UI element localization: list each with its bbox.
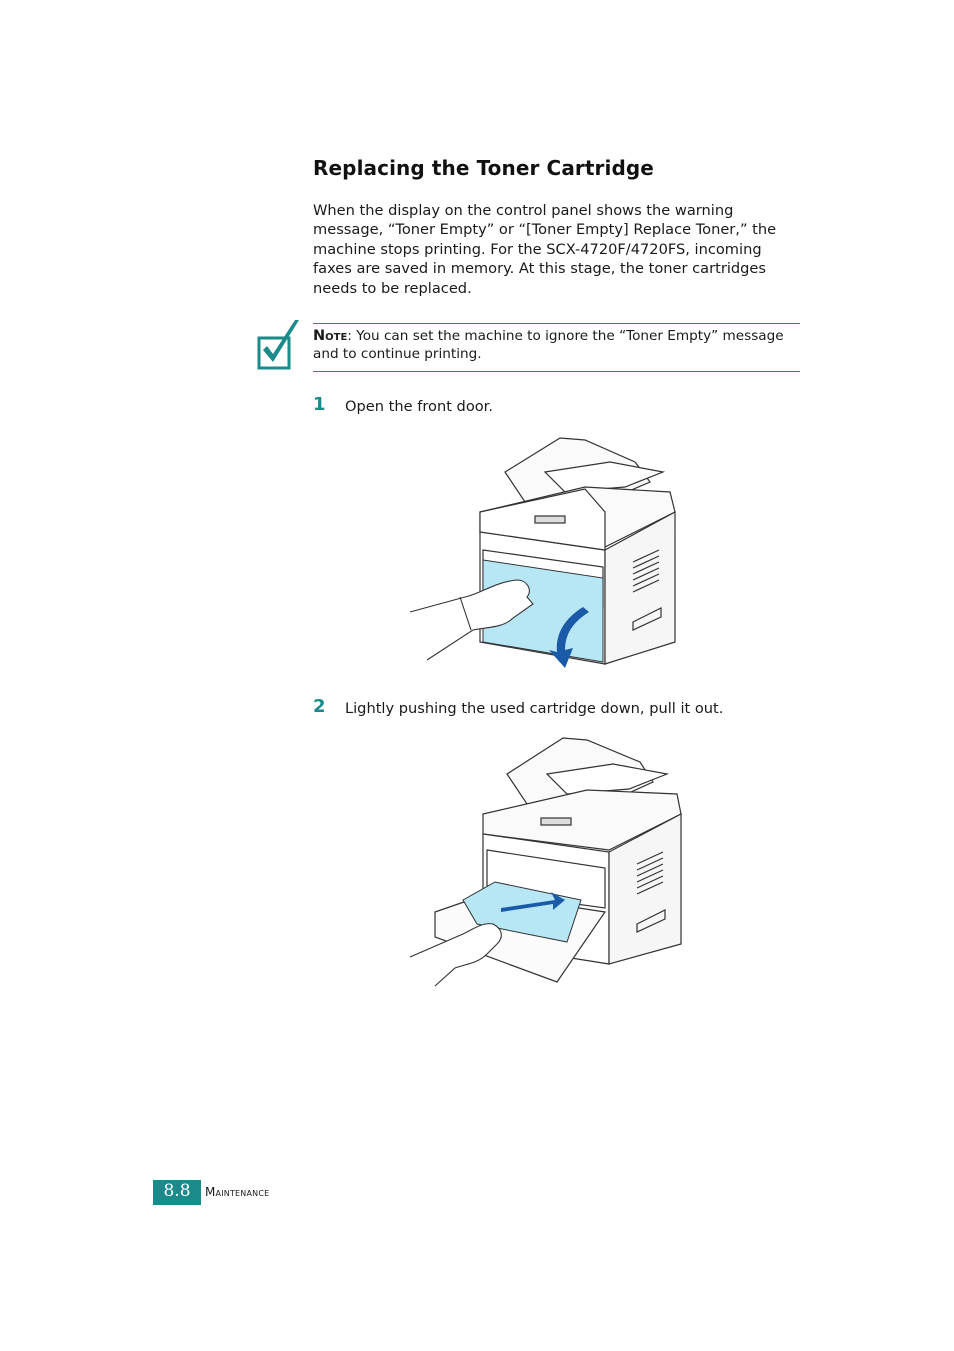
checkmark-icon [255,316,303,372]
chapter-title: Maintenance [205,1185,270,1199]
footer-rule [153,1203,201,1205]
note-text [313,327,793,363]
note-label: Note [313,328,348,344]
note-bottom-rule [313,371,800,372]
open-front-door-figure [405,432,685,676]
remove-cartridge-figure [405,732,690,996]
step-1-text: Open the front door. [345,398,493,415]
step-1-number: 1 [313,394,326,415]
step-2-number: 2 [313,696,326,717]
intro-paragraph: When the display on the control panel shows the warning message, “Toner Empty” or “[Toner Empty] Replace Toner,” the machine stops printing. For the SCX-4720F/4720FS, incoming faxes are saved in memory. At this stage, the toner cartridges needs to be replaced. [313,202,777,297]
page-number: 8.8 [153,1180,201,1203]
note-body: : You can set the machine to ignore the “Toner Empty” message and to continue printing. [313,328,784,362]
note-top-rule [313,323,800,324]
section-title: Replacing the Toner Cartridge [313,156,654,180]
step-2-text: Lightly pushing the used cartridge down, pull it out. [345,700,724,717]
